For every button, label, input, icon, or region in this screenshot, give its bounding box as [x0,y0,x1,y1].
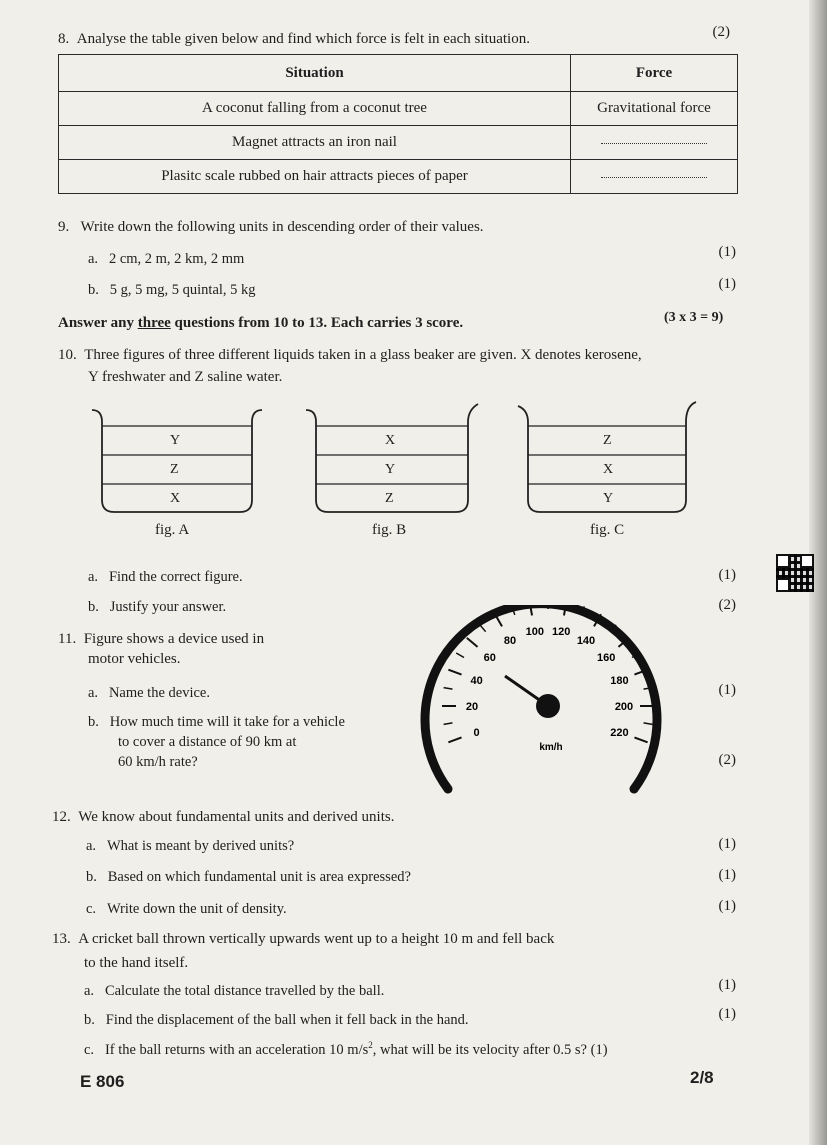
part-label: b. [88,599,99,615]
q10-line1 [58,346,642,365]
q10-a-marks: (1) [718,567,736,583]
q11-line2: motor vehicles. [88,651,181,667]
part-text: Name the device. [108,685,210,701]
part-text: What is meant by derived units? [106,838,295,854]
q9-text: Write down the following units in descending order of their values. [80,219,484,235]
q13-part-b [84,1012,469,1029]
table-cell-force: Gravitational force [571,92,738,126]
q13-number: 13. [52,931,71,947]
fig-a-layer-2: Z [170,462,179,477]
q13-part-c [84,1040,724,1059]
part-label: b. [88,714,99,730]
part-text: How much time will it take for a vehicle [109,714,345,730]
part-label: c. [84,1041,95,1058]
fig-c-layer-2: X [603,462,614,477]
speedometer-tick [634,737,647,742]
q11-b-line3: 60 km/h rate? [118,754,198,770]
q8-number: 8. [58,31,70,47]
speedometer-unit: km/h [539,742,563,753]
part-label: b. [88,282,99,298]
table-cell-force-blank [571,126,738,160]
part-label: b. [84,1012,95,1028]
speedometer-tick-label: 20 [465,701,479,713]
q12-b-marks: (1) [718,867,736,883]
fig-b-layer-3: Z [385,491,394,506]
part-label: a. [88,251,99,267]
q10-part-b [88,599,226,616]
part-text: Calculate the total distance travelled by the ball. [104,983,385,999]
force-table [58,54,738,194]
table-header-force: Force [571,55,738,92]
fig-b-layer-2: Y [385,462,396,477]
speedometer-tick-label: 100 [525,626,544,639]
q10-text: Three figures of three different liquids taken in a glass beaker are given. X denotes kerosene, [84,347,642,363]
speedometer-tick-label: 80 [503,635,517,648]
q12-part-b [86,869,411,886]
q11-b-line2: to cover a distance of 90 km at [118,734,297,750]
q9-number: 9. [58,219,70,235]
speedometer-tick-label: 40 [470,675,483,688]
q12-number: 12. [52,809,71,825]
table-row [59,160,738,194]
table-row [59,92,738,126]
table-row [59,126,738,160]
speedometer-hub [536,694,560,718]
part-text: If the ball returns with an acceleration 10 m/s [104,1041,369,1058]
speedometer-tick-label: 180 [610,675,629,688]
speedometer-tick-label: 0 [473,726,480,739]
section-instruction [58,314,463,333]
speedometer-tick-label: 120 [552,626,571,639]
q11-line1 [58,630,264,649]
part-label: b. [86,869,97,885]
speedometer-tick-label: 160 [597,652,616,665]
table-cell-situation: A coconut falling from a coconut tree [59,92,571,126]
speedometer-tick-label: 140 [576,635,596,648]
q13-a-marks: (1) [718,977,736,993]
speedometer-tick [467,638,478,647]
part-text: Based on which fundamental unit is area expressed? [107,869,411,885]
part-text: , what will be its velocity after 0.5 s? [372,1041,587,1058]
answer-blank [601,176,707,178]
part-text: Justify your answer. [109,599,227,615]
q12-part-a [86,838,294,855]
part-label: a. [88,685,99,701]
q9-part-b [88,282,256,299]
part-text: 2 cm, 2 m, 2 km, 2 mm [108,251,245,267]
q10-part-a [88,569,243,586]
fig-a-layer-3: X [170,491,181,506]
q11-b-marks: (2) [718,752,736,768]
speedometer-tick-label: 220 [610,726,629,739]
q12-a-marks: (1) [718,836,736,852]
speedometer-minor-tick [444,688,453,690]
part-label: a. [86,838,97,854]
part-label: a. [88,569,99,585]
q11-number: 11. [58,631,77,647]
fig-b-caption: fig. B [372,522,407,538]
part-text: Find the displacement of the ball when it fell back in the hand. [105,1012,469,1028]
part-text: 5 g, 5 mg, 5 quintal, 5 kg [109,282,256,298]
table-cell-situation: Plasitc scale rubbed on hair attracts pieces of paper [59,160,571,194]
section-text: questions from 10 to 13. Each carries 3 score. [170,315,464,331]
q13-line1 [52,930,554,949]
speedometer [412,605,668,813]
fig-a-layer-1: Y [170,433,181,448]
q11-a-marks: (1) [718,682,736,698]
q13-b-marks: (1) [718,1006,736,1022]
fig-a-caption: fig. A [155,522,190,538]
q11-part-a [88,685,210,702]
q10-b-marks: (2) [718,597,736,613]
q8-text: Analyse the table given below and find which force is felt in each situation. [76,31,530,47]
fig-c-caption: fig. C [590,522,625,538]
part-label: a. [84,983,95,999]
q8-heading [58,30,530,49]
fig-b-layer-1: X [385,433,396,448]
fig-c-layer-3: Y [603,491,614,506]
part-text: Write down the unit of density. [106,901,287,917]
q13-text: A cricket ball thrown vertically upwards went up to a height 10 m and fell back [78,931,555,947]
table-header-row [59,55,738,92]
q11-text: Figure shows a device used in [83,631,265,647]
speedometer-tick [448,737,461,742]
part-text: Find the correct figure. [108,569,243,585]
fig-c-layer-1: Z [603,433,612,448]
paper-code: E 806 [80,1072,125,1091]
q12-part-c [86,901,287,918]
page-number: 2/8 [690,1068,714,1087]
q12-text: We know about fundamental units and derived units. [78,809,395,825]
speedometer-minor-tick [480,625,486,632]
answer-blank [601,142,707,144]
table-cell-situation: Magnet attracts an iron nail [59,126,571,160]
speedometer-minor-tick [444,723,453,725]
speedometer-tick-label: 200 [614,701,634,713]
speedometer-minor-tick [456,653,464,658]
table-header-situation: Situation [59,55,571,92]
q9-part-a [88,251,244,268]
speedometer-tick [448,670,461,675]
part-label: c. [86,901,97,917]
q8-marks: (2) [712,24,730,40]
section-marks: (3 x 3 = 9) [664,310,724,325]
speedometer-tick-label: 60 [483,652,496,665]
q9-b-marks: (1) [718,276,736,292]
section-text: Answer any [58,315,138,331]
speedometer-minor-tick [644,723,653,725]
part-superscript: 2 [368,1040,373,1050]
q10-number: 10. [58,347,77,363]
q13-c-marks: (1) [590,1041,608,1058]
q12-c-marks: (1) [718,898,736,914]
qr-code-icon [776,554,814,592]
q11-part-b [88,714,345,731]
section-underlined: three [137,315,171,331]
q13-line2: to the hand itself. [84,955,189,971]
q12-heading [52,808,394,827]
q9-a-marks: (1) [718,244,736,260]
q9-heading [58,218,484,237]
q13-part-a [84,983,384,1000]
table-cell-force-blank [571,160,738,194]
q10-line2: Y freshwater and Z saline water. [88,369,283,385]
